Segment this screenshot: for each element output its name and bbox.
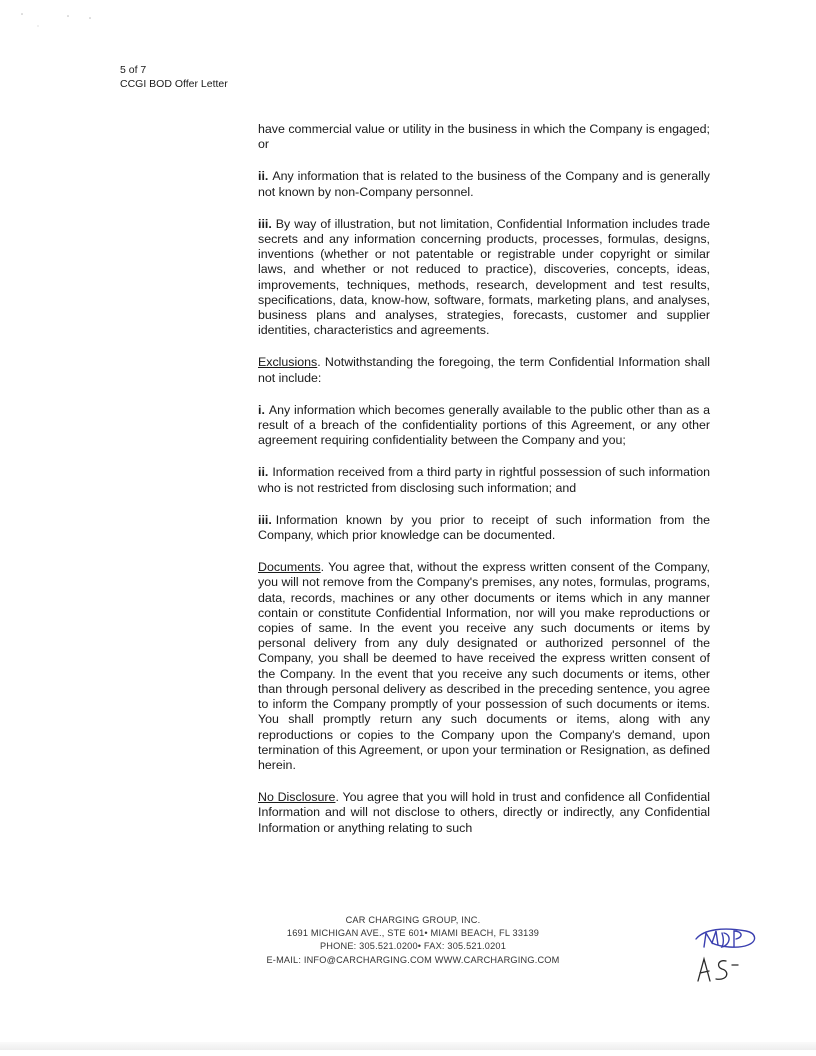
paragraph-exclusion-i: i. Any information which becomes generally available to the public other than as a result of a breach of the confidentiality portions of this Agreement, or any other agreement requiring confidentiality between the Company and you; bbox=[258, 402, 710, 448]
paragraph-documents: Documents. You agree that, without the express written consent of the Company, you will not remove from the Company's premises, any notes, formulas, programs, data, records, machines or any other documents or items which in any manner contain or constitute Confidential Information, nor will you make reproductions or copies of same. In the event you receive any such documents or items by personal delivery from any duly designated or authorized personnel of the Company, you shall be deemed to have received the express written consent of the Company. In the event that you receive any such documents or items, other than through personal delivery as described in the preceding sentence, you agree to inform the Company promptly of your possession of such documents or items. You shall promptly return any such documents or items, along with any reproductions or copies to the Company upon the Company's demand, upon termination of this Agreement, or upon your termination or Resignation, as defined herein. bbox=[258, 560, 710, 772]
handwritten-initials bbox=[690, 925, 762, 987]
item-label: ii. bbox=[258, 169, 269, 184]
exclusions-heading: Exclusions bbox=[258, 355, 318, 370]
scan-artifact bbox=[18, 10, 108, 30]
footer-phone-fax: PHONE: 305.521.0200• FAX: 305.521.0201 bbox=[319, 941, 506, 952]
no-disclosure-heading: No Disclosure bbox=[258, 790, 336, 805]
footer-email-web: E-MAIL: INFO@CARCHARGING.COM WWW.CARCHARGING.COM bbox=[266, 954, 560, 965]
scan-bottom-edge bbox=[0, 1042, 816, 1050]
item-label: iii. bbox=[258, 512, 272, 527]
item-label: iii. bbox=[258, 216, 272, 231]
item-label: i. bbox=[258, 402, 265, 417]
paragraph-no-disclosure: No Disclosure. You agree that you will hold in trust and confidence all Confidential Information and will not disclose to others, directly or indirectly, any Confidential Information or anything relating to such bbox=[258, 790, 710, 835]
paragraph-commercial-value: have commercial value or utility in the business in which the Company is engaged; or bbox=[258, 122, 710, 152]
footer-company: CAR CHARGING GROUP, INC. bbox=[345, 915, 481, 925]
initials-mdp bbox=[696, 929, 755, 947]
initials-as bbox=[698, 959, 738, 981]
paragraph-item-ii: ii. Any information that is related to the business of the Company and is generally not known by non-Company personnel. bbox=[258, 169, 710, 199]
paragraph-exclusions: Exclusions. Notwithstanding the foregoing, the term Confidential Information shall not include: bbox=[258, 355, 710, 385]
page-header bbox=[120, 64, 228, 91]
page-number: 5 of 7 bbox=[120, 64, 147, 76]
documents-heading: Documents bbox=[258, 560, 321, 575]
paragraph-item-iii: iii. By way of illustration, but not limitation, Confidential Information includes trade secrets and any information concerning products, processes, formulas, designs, inventions (whether or not patentable or registrable under copyright or similar laws, and whether or not reduced to practice), discoveries, concepts, ideas, improvements, techniques, methods, research, development and test results, specifications, data, know-how, software, formats, marketing plans, and analyses, business plans and analyses, strategies, forecasts, customer and supplier identities, characteristics and agreements. bbox=[258, 216, 710, 338]
item-label: ii. bbox=[258, 465, 269, 480]
paragraph-exclusion-ii: ii. Information received from a third party in rightful possession of such information who is not restricted from disclosing such information; and bbox=[258, 465, 710, 495]
letter-body bbox=[258, 122, 710, 853]
footer-address: 1691 MICHIGAN AVE., STE 601• MIAMI BEACH, FL 33139 bbox=[286, 928, 540, 939]
letterhead-footer bbox=[258, 914, 568, 967]
document-title: CCGI BOD Offer Letter bbox=[120, 77, 228, 90]
paragraph-exclusion-iii: iii. Information known by you prior to receipt of such information from the Company, which prior knowledge can be documented. bbox=[258, 512, 710, 543]
